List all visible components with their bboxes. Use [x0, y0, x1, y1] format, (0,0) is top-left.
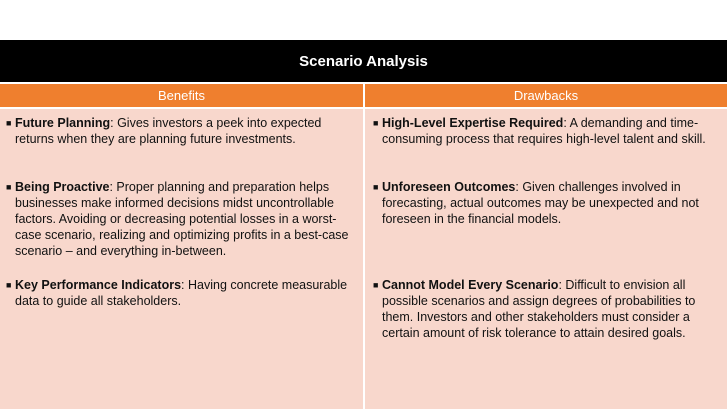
- drawback-label: Unforeseen Outcomes: [382, 180, 516, 194]
- drawback-item-unforeseen-outcomes: [373, 179, 723, 227]
- benefit-text: [15, 277, 357, 309]
- drawback-text: [382, 277, 723, 341]
- drawback-description: : Difficult to envision all possible scenarios and assign degrees of probabilities to them. Investors and other stakeholders must consider a certain amount of risk tolerance to attain desired goals.: [382, 278, 696, 340]
- bullet-icon: ■: [373, 118, 379, 128]
- benefit-text: [15, 115, 357, 147]
- benefit-text: [15, 179, 357, 259]
- benefit-description: : Having concrete measurable data to guide all stakeholders.: [15, 278, 348, 308]
- drawbacks-column: [365, 109, 727, 409]
- benefit-label: Being Proactive: [15, 180, 110, 194]
- drawback-description: : Given challenges involved in forecasting, actual outcomes may be unexpected and not foreseen in the financial models.: [382, 180, 699, 226]
- page-title: Scenario Analysis: [0, 40, 727, 82]
- drawback-text: [382, 179, 723, 227]
- benefit-label: Future Planning: [15, 116, 111, 130]
- drawback-label: Cannot Model Every Scenario: [382, 278, 559, 292]
- benefits-column: [0, 109, 363, 409]
- benefit-item-being-proactive: [6, 179, 357, 259]
- benefit-item-key-performance-indicators: [6, 277, 357, 309]
- benefit-description: : Proper planning and preparation helps businesses make informed decisions midst uncontrollable factors. Avoiding or decreasing potential losses in a worst-case scenario, realizing and optimizing profits in a best-case scenario – and everything in-between.: [15, 180, 349, 258]
- table-header-row: [0, 84, 727, 107]
- benefit-description: : Gives investors a peek into expected returns when they are planning future investments.: [15, 116, 322, 146]
- drawback-description: : A demanding and time-consuming process that requires high-level talent and skill.: [382, 116, 706, 146]
- bullet-icon: ■: [6, 118, 12, 128]
- bullet-icon: ■: [6, 182, 12, 192]
- drawback-label: High-Level Expertise Required: [382, 116, 564, 130]
- table-body-row: [0, 109, 727, 409]
- benefits-header: Benefits: [0, 84, 363, 107]
- benefit-item-future-planning: [6, 115, 357, 147]
- benefit-label: Key Performance Indicators: [15, 278, 182, 292]
- drawback-text: [382, 115, 723, 147]
- bullet-icon: ■: [6, 280, 12, 290]
- drawback-item-cannot-model-every-scenario: [373, 277, 723, 341]
- bullet-icon: ■: [373, 182, 379, 192]
- drawback-item-high-level-expertise: [373, 115, 723, 147]
- drawbacks-header: Drawbacks: [365, 84, 727, 107]
- bullet-icon: ■: [373, 280, 379, 290]
